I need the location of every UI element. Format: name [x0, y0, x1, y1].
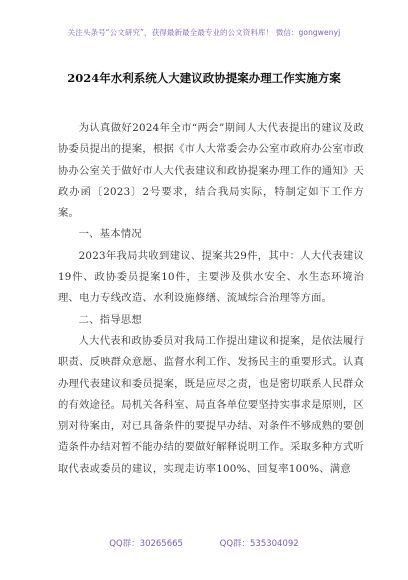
paragraph-guiding: 人大代表和政协委员对我局工作提出建议和提案，是依法履行职责、反映群众意愿、监督水利工作、发扬民主的重要形式。认真办理代表建议和委员提案，既是应尽之责，也是密切联系人民群众的有效途径。局机关各科室、局直各单位要坚持实事求是原则，区别对待案由，对已具备条件的要提早办结、对条件不够成熟的要创造条件办结对暂不能办结的要做好解释说明工作。采取多种方式听取代表或委员的建议，实现走访率100%、回复率100%、满意: [58, 334, 364, 475]
section-heading-guiding: 二、指导思想: [78, 313, 142, 326]
paragraph-basic: 2023年我局共收到建议、提案共29件，其中：人大代表建议19件、政协委员提案10件，主要涉及供水安全、水生态环境治理、电力专线改造、水利设施修缮、流域综合治理等方面。: [58, 249, 364, 305]
document-title: 2024年水利系统人大建议政协提案办理工作实施方案: [67, 71, 341, 85]
top-banner: 关注头条号“公文研究”，获得最新最全最专业的公文资料库！ 微信：gongwenyj: [67, 28, 341, 37]
footer-qq-group-2: QQ群：535304092: [219, 539, 299, 549]
paragraph-intro: 为认真做好2024年全市“两会”期间人大代表提出的建议及政协委员提出的提案，根据《市人大常委会办公室市政府办公室市政协办公室关于做好市人大代表建议和政协提案办理工作的通知》天政办函〔2023〕2号要求，结合我局实际，特制定如下工作方案。: [58, 122, 364, 220]
footer-contacts: [0, 537, 408, 549]
section-heading-basic: 一、基本情况: [78, 228, 142, 241]
footer-qq-group-1: QQ群：30265665: [109, 539, 183, 549]
document-body: [58, 118, 364, 480]
